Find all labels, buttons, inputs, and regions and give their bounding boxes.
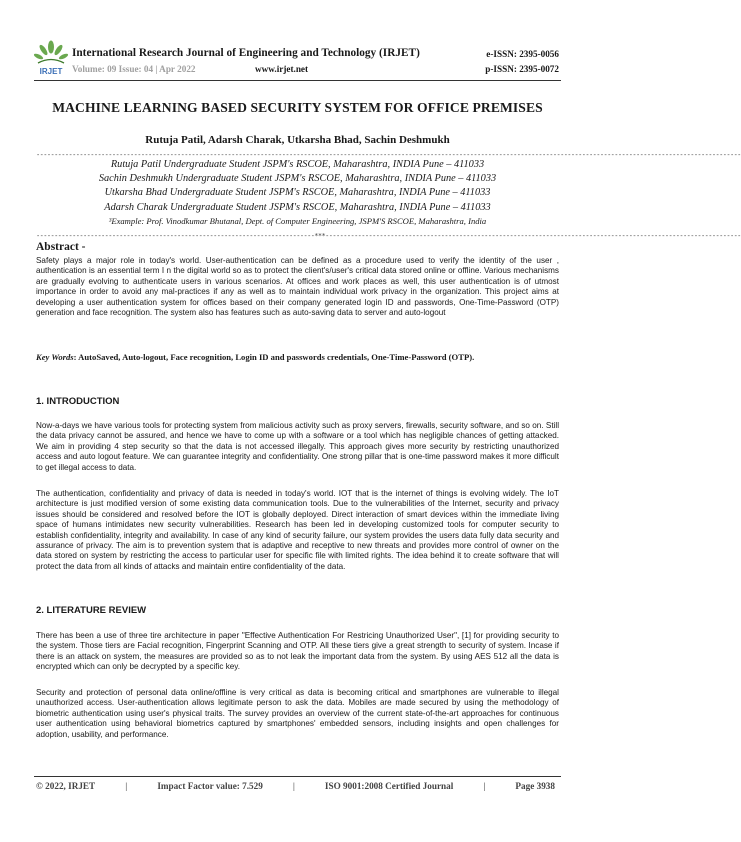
affiliation-line: Adarsh Charak Undergraduate Student JSPM's RSCOE, Maharashtra, INDIA Pune – 411033 — [104, 201, 491, 213]
footer-separator: | — [483, 781, 486, 791]
footer — [36, 781, 555, 791]
irjet-logo — [34, 40, 68, 78]
dashed-separator-stars: -----------------------------------------------------------------------------***------------------------------------------------------------------------------------------------------------------- — [36, 232, 741, 240]
p-issn: p-ISSN: 2395-0072 — [485, 64, 559, 74]
footer-separator: | — [292, 781, 295, 791]
section-heading-introduction: 1. INTRODUCTION — [36, 396, 120, 407]
svg-text:IRJET: IRJET — [39, 67, 63, 76]
footer-page-number: Page 3938 — [515, 781, 555, 791]
footer-copyright: © 2022, IRJET — [36, 781, 96, 791]
author-list: Rutuja Patil, Adarsh Charak, Utkarsha Bhad, Sachin Deshmukh — [145, 134, 450, 146]
paragraph: There has been a use of three tire architecture in paper "Effective Authentication For Restricing Unauthorized User", [1] for providing security to the system. Those tiers are Facial recognition, Fingerprint Scanning and OTP. All these tiers give a great strength to security of system. Incase if there is an attack on system, the measures are provided so as to not leak the important data from the system. By using AES 512 all the data is encrypted which can only be decrypted by a specific key. — [36, 631, 559, 672]
abstract-heading: Abstract - — [36, 241, 86, 253]
volume-issue: Volume: 09 Issue: 04 | Apr 2022 — [72, 64, 196, 74]
keywords-text: : AutoSaved, Auto-logout, Face recognition, Login ID and passwords credentials, One-Time-Password (OTP). — [73, 352, 475, 362]
journal-title: International Research Journal of Engineering and Technology (IRJET) — [72, 47, 420, 59]
paper-title: MACHINE LEARNING BASED SECURITY SYSTEM FOR OFFICE PREMISES — [52, 100, 543, 115]
keywords — [36, 352, 559, 363]
e-issn: e-ISSN: 2395-0056 — [486, 49, 559, 59]
footer-impact-factor: Impact Factor value: 7.529 — [157, 781, 263, 791]
header-divider — [34, 80, 561, 81]
paragraph: The authentication, confidentiality and privacy of data is needed in today's world. IOT that is the internet of things is evolving widely. The IoT architecture is just modified version of some existing data communication tools. Due to the vulnerabilities of the Internet, security and privacy issues should be considered and resolved before the IOT is globally deployed. Direct interaction of smart devices within the immediate living space of humans intimidates new security vulnerabilities. Research has been led in developing customized tools for computer security to establish confidentiality, integrity and availability. In case of any kind of security failure, our system provides the users data fully data security and assurance of privacy. The aim is to prevention system that is adaptive and receptive to new threats and provides more control of owner on the data stored on system by restricting the access to particular user for specific file with limited rights. The idea behind it to create software that will protect the data from all kinds of attacks and maintain entire confidentiality of the data. — [36, 489, 559, 571]
footer-separator: | — [125, 781, 128, 791]
journal-website: www.irjet.net — [255, 64, 309, 74]
affiliations — [0, 158, 595, 227]
paragraph: Now-a-days we have various tools for protecting system from malicious activity such as proxy servers, firewalls, security software, and so on. Still the data privacy cannot be assured, and hence we have to come up with a software or a tool which has negligible chances of getting attacked. We aim in providing 4 step security so that the data is not accessed illegally. This approach gives more security by restricting unauthorized access and auto logout feature. We can guarantee integrity and confidentiality. One strong pillar that is one-time password makes it more difficult to get illegal access to data. — [36, 421, 559, 472]
section-heading-literature-review: 2. LITERATURE REVIEW — [36, 605, 147, 616]
affiliation-line: Rutuja Patil Undergraduate Student JSPM's RSCOE, Maharashtra, INDIA Pune – 411033 — [110, 159, 485, 170]
abstract-body: Safety plays a major role in today's world. User-authentication can be defined as a procedure used to verify the identity of the user , authentication is an essential term I n the digital world so as to protect the client's/user's critical data stored online or offline. Various mechanisms are gradually evolving to authenticate users in various scenarios. At offices and work places as well, this user authentication is of utmost importance in order to avoid any mal-practices if any as well as to maintain individual work privacy in the organization. This project aims at developing a user authentication system for offices based on their company generated login ID and passwords, One-Time-Password (OTP) generation and face recognition. The system also has features such as auto-saving data to server and auto-logout — [36, 256, 559, 318]
dashed-separator: --------------------------------------------------------------------------------------------------------------------------------------------------------------------------------------------------- — [36, 151, 741, 159]
footer-divider — [34, 776, 561, 777]
affiliation-line: Sachin Deshmukh Undergraduate Student JSPM's RSCOE, Maharashtra, INDIA Pune – 411033 — [98, 173, 497, 185]
paragraph: Security and protection of personal data online/offline is very critical as data is becoming critical and smartphones are vulnerable to illegal unauthorized access. User-authentication allows legitimate person to ask the data. Mobiles are made secured by using the methodology of biometric authentication using user's physical traits. The survey provides an overview of the current state-of-the-art approaches for continuous user authentication using behavioral biometrics captured by smartphones' embedded sensors, including insights and open challenges for adoption, usability, and performance. — [36, 688, 559, 739]
footer-iso: ISO 9001:2008 Certified Journal — [324, 781, 454, 791]
affiliation-line: Utkarsha Bhad Undergraduate Student JSPM's RSCOE, Maharashtra, INDIA Pune – 411033 — [104, 187, 491, 199]
keywords-label: Key Words — [36, 352, 74, 362]
affiliation-line: ³Example: Prof. Vinodkumar Bhutanal, Dept. of Computer Engineering, JSPM'S RSCOE, Maharashtra, India — [108, 215, 487, 226]
